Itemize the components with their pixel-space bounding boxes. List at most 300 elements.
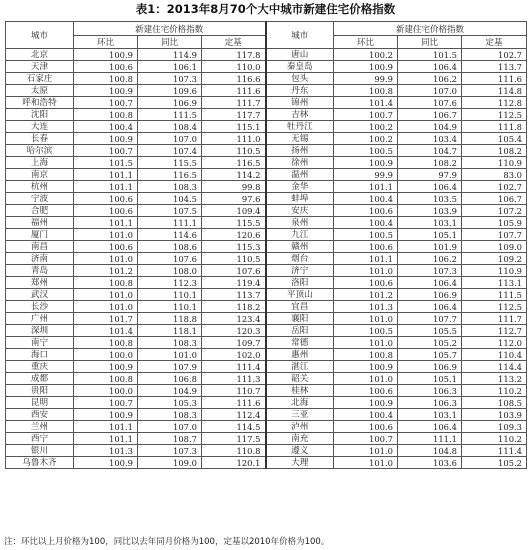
table-row — [6, 301, 527, 313]
left-yoy-cell: 107.0 — [138, 421, 202, 433]
table-row — [6, 157, 527, 169]
left-base-cell: 120.6 — [202, 229, 266, 241]
left-city-cell: 南京 — [6, 169, 74, 181]
right-yoy-cell: 103.9 — [398, 205, 462, 217]
price-index-table — [5, 21, 527, 469]
left-mom-cell: 100.7 — [74, 145, 138, 157]
left-mom-cell: 100.8 — [74, 73, 138, 85]
right-city-cell: 岳阳 — [266, 325, 334, 337]
right-yoy-cell: 105.5 — [398, 325, 462, 337]
left-mom-cell: 100.0 — [74, 385, 138, 397]
left-city-cell: 厦门 — [6, 229, 74, 241]
left-base-cell: 111.4 — [202, 361, 266, 373]
right-base-cell: 108.5 — [462, 397, 527, 409]
left-mom-cell: 100.8 — [74, 109, 138, 121]
left-mom-cell: 100.9 — [74, 361, 138, 373]
left-city-cell: 沈阳 — [6, 109, 74, 121]
left-base-cell: 115.3 — [202, 241, 266, 253]
right-yoy-cell: 101.5 — [398, 49, 462, 61]
left-base-cell: 117.7 — [202, 109, 266, 121]
table-row — [6, 217, 527, 229]
right-yoy-cell: 106.7 — [398, 109, 462, 121]
right-city-cell: 襄阳 — [266, 313, 334, 325]
left-city-cell: 重庆 — [6, 361, 74, 373]
left-city-cell: 呼和浩特 — [6, 97, 74, 109]
left-mom-cell: 100.8 — [74, 277, 138, 289]
left-yoy-cell: 111.5 — [138, 109, 202, 121]
table-row — [6, 145, 527, 157]
right-yoy-cell: 103.1 — [398, 409, 462, 421]
left-yoy-cell: 108.6 — [138, 241, 202, 253]
left-yoy-cell: 108.3 — [138, 181, 202, 193]
right-city-cell: 韶关 — [266, 373, 334, 385]
left-base-cell: 119.4 — [202, 277, 266, 289]
left-city-cell: 宁波 — [6, 193, 74, 205]
left-base-cell: 110.5 — [202, 145, 266, 157]
left-base-cell: 109.7 — [202, 337, 266, 349]
left-city-cell: 西宁 — [6, 433, 74, 445]
right-mom-cell: 100.5 — [334, 325, 398, 337]
left-yoy-cell: 111.1 — [138, 217, 202, 229]
right-base-cell: 114.4 — [462, 361, 527, 373]
right-yoy-cell: 103.4 — [398, 133, 462, 145]
table-title: 表1：2013年8月70个大中城市新建住宅价格指数 — [135, 2, 396, 16]
right-mom-cell: 100.4 — [334, 193, 398, 205]
table-row — [6, 397, 527, 409]
right-city-cell: 湛江 — [266, 361, 334, 373]
right-city-cell: 平顶山 — [266, 289, 334, 301]
right-yoy-cell: 107.0 — [398, 85, 462, 97]
right-mom-cell: 100.7 — [334, 109, 398, 121]
left-mom-cell: 100.9 — [74, 49, 138, 61]
right-mom-cell: 100.2 — [334, 49, 398, 61]
header-mom-left: 环比 — [74, 36, 138, 49]
left-city-cell: 上海 — [6, 157, 74, 169]
right-base-cell: 102.7 — [462, 49, 527, 61]
right-base-cell: 105.9 — [462, 217, 527, 229]
right-city-cell: 包头 — [266, 73, 334, 85]
right-mom-cell: 100.9 — [334, 157, 398, 169]
left-base-cell: 120.3 — [202, 325, 266, 337]
right-yoy-cell: 101.9 — [398, 241, 462, 253]
right-mom-cell: 101.1 — [334, 253, 398, 265]
right-mom-cell: 100.6 — [334, 385, 398, 397]
left-mom-cell: 101.5 — [74, 157, 138, 169]
right-base-cell: 111.8 — [462, 121, 527, 133]
right-base-cell: 112.7 — [462, 325, 527, 337]
right-mom-cell: 101.0 — [334, 337, 398, 349]
header-city-right: 城市 — [266, 22, 334, 49]
left-yoy-cell: 107.3 — [138, 73, 202, 85]
left-yoy-cell: 108.7 — [138, 433, 202, 445]
left-city-cell: 贵阳 — [6, 385, 74, 397]
right-base-cell: 109.3 — [462, 421, 527, 433]
right-yoy-cell: 106.4 — [398, 61, 462, 73]
left-yoy-cell: 105.3 — [138, 397, 202, 409]
left-mom-cell: 100.9 — [74, 409, 138, 421]
right-city-cell: 泸州 — [266, 421, 334, 433]
right-yoy-cell: 107.6 — [398, 97, 462, 109]
left-yoy-cell: 107.6 — [138, 253, 202, 265]
right-mom-cell: 100.9 — [334, 361, 398, 373]
right-city-cell: 金华 — [266, 181, 334, 193]
right-city-cell: 烟台 — [266, 253, 334, 265]
table-row — [6, 49, 527, 61]
left-yoy-cell: 106.1 — [138, 61, 202, 73]
right-base-cell: 113.2 — [462, 373, 527, 385]
left-base-cell: 111.3 — [202, 373, 266, 385]
right-mom-cell: 101.0 — [334, 457, 398, 469]
right-mom-cell: 100.4 — [334, 217, 398, 229]
right-yoy-cell: 104.7 — [398, 145, 462, 157]
right-yoy-cell: 106.3 — [398, 397, 462, 409]
left-city-cell: 石家庄 — [6, 73, 74, 85]
left-mom-cell: 100.6 — [74, 193, 138, 205]
left-mom-cell: 101.1 — [74, 217, 138, 229]
left-city-cell: 银川 — [6, 445, 74, 457]
right-mom-cell: 100.5 — [334, 229, 398, 241]
right-city-cell: 吉林 — [266, 109, 334, 121]
right-city-cell: 南充 — [266, 433, 334, 445]
table-row — [6, 205, 527, 217]
left-mom-cell: 100.9 — [74, 457, 138, 469]
left-city-cell: 太原 — [6, 85, 74, 97]
left-city-cell: 深圳 — [6, 325, 74, 337]
left-yoy-cell: 104.9 — [138, 385, 202, 397]
right-mom-cell: 99.9 — [334, 73, 398, 85]
right-base-cell: 111.5 — [462, 289, 527, 301]
right-city-cell: 洛阳 — [266, 277, 334, 289]
left-yoy-cell: 108.0 — [138, 265, 202, 277]
right-yoy-cell: 105.1 — [398, 229, 462, 241]
left-city-cell: 杭州 — [6, 181, 74, 193]
right-yoy-cell: 106.9 — [398, 289, 462, 301]
left-yoy-cell: 118.1 — [138, 325, 202, 337]
left-yoy-cell: 107.5 — [138, 205, 202, 217]
left-city-cell: 长沙 — [6, 301, 74, 313]
right-city-cell: 扬州 — [266, 145, 334, 157]
left-mom-cell: 101.0 — [74, 229, 138, 241]
left-base-cell: 111.0 — [202, 133, 266, 145]
right-city-cell: 徐州 — [266, 157, 334, 169]
left-base-cell: 102.0 — [202, 349, 266, 361]
right-city-cell: 遵义 — [266, 445, 334, 457]
table-row — [6, 361, 527, 373]
right-mom-cell: 101.1 — [334, 181, 398, 193]
right-yoy-cell: 106.2 — [398, 253, 462, 265]
right-city-cell: 大理 — [266, 457, 334, 469]
right-yoy-cell: 106.4 — [398, 277, 462, 289]
left-yoy-cell: 108.3 — [138, 409, 202, 421]
table-row — [6, 85, 527, 97]
right-city-cell: 无锡 — [266, 133, 334, 145]
left-city-cell: 济南 — [6, 253, 74, 265]
left-yoy-cell: 112.3 — [138, 277, 202, 289]
table-row — [6, 133, 527, 145]
right-base-cell: 113.1 — [462, 277, 527, 289]
right-yoy-cell: 106.4 — [398, 301, 462, 313]
left-mom-cell: 101.0 — [74, 289, 138, 301]
right-city-cell: 温州 — [266, 169, 334, 181]
right-city-cell: 泉州 — [266, 217, 334, 229]
right-yoy-cell: 104.9 — [398, 121, 462, 133]
left-city-cell: 广州 — [6, 313, 74, 325]
left-yoy-cell: 104.5 — [138, 193, 202, 205]
left-mom-cell: 100.8 — [74, 373, 138, 385]
left-base-cell: 115.1 — [202, 121, 266, 133]
left-mom-cell: 101.0 — [74, 301, 138, 313]
right-yoy-cell: 105.7 — [398, 349, 462, 361]
left-mom-cell: 101.1 — [74, 169, 138, 181]
right-yoy-cell: 108.2 — [398, 157, 462, 169]
right-city-cell: 惠州 — [266, 349, 334, 361]
right-city-cell: 宜昌 — [266, 301, 334, 313]
left-base-cell: 110.7 — [202, 385, 266, 397]
right-base-cell: 112.5 — [462, 109, 527, 121]
left-mom-cell: 101.0 — [74, 253, 138, 265]
left-city-cell: 南昌 — [6, 241, 74, 253]
left-yoy-cell: 109.6 — [138, 85, 202, 97]
table-row — [6, 265, 527, 277]
header-index-group-right: 新建住宅价格指数 — [334, 22, 527, 36]
right-base-cell: 102.7 — [462, 181, 527, 193]
left-mom-cell: 100.0 — [74, 349, 138, 361]
right-base-cell: 110.4 — [462, 349, 527, 361]
left-yoy-cell: 114.6 — [138, 229, 202, 241]
left-yoy-cell: 110.1 — [138, 289, 202, 301]
left-city-cell: 郑州 — [6, 277, 74, 289]
right-mom-cell: 100.6 — [334, 241, 398, 253]
right-mom-cell: 100.2 — [334, 133, 398, 145]
right-mom-cell: 100.6 — [334, 421, 398, 433]
left-mom-cell: 101.1 — [74, 433, 138, 445]
right-base-cell: 106.7 — [462, 193, 527, 205]
left-mom-cell: 100.9 — [74, 133, 138, 145]
right-yoy-cell: 97.9 — [398, 169, 462, 181]
right-mom-cell: 99.9 — [334, 169, 398, 181]
header-city-left: 城市 — [6, 22, 74, 49]
left-yoy-cell: 108.3 — [138, 337, 202, 349]
left-base-cell: 110.8 — [202, 445, 266, 457]
right-yoy-cell: 106.9 — [398, 361, 462, 373]
left-base-cell: 112.4 — [202, 409, 266, 421]
left-mom-cell: 101.7 — [74, 313, 138, 325]
left-mom-cell: 100.7 — [74, 397, 138, 409]
table-row — [6, 385, 527, 397]
left-base-cell: 111.6 — [202, 397, 266, 409]
table-row — [6, 325, 527, 337]
left-base-cell: 109.4 — [202, 205, 266, 217]
left-city-cell: 长春 — [6, 133, 74, 145]
right-mom-cell: 100.8 — [334, 85, 398, 97]
table-row — [6, 457, 527, 469]
right-yoy-cell: 105.1 — [398, 373, 462, 385]
table-row — [6, 433, 527, 445]
table-row — [6, 241, 527, 253]
right-base-cell: 111.7 — [462, 313, 527, 325]
table-row — [6, 253, 527, 265]
left-yoy-cell: 101.0 — [138, 349, 202, 361]
table-row — [6, 193, 527, 205]
left-mom-cell: 100.4 — [74, 121, 138, 133]
right-yoy-cell: 103.5 — [398, 193, 462, 205]
right-yoy-cell: 105.2 — [398, 337, 462, 349]
right-base-cell: 112.0 — [462, 337, 527, 349]
right-mom-cell: 100.7 — [334, 433, 398, 445]
left-mom-cell: 100.6 — [74, 241, 138, 253]
left-base-cell: 118.2 — [202, 301, 266, 313]
left-city-cell: 哈尔滨 — [6, 145, 74, 157]
right-city-cell: 济宁 — [266, 265, 334, 277]
right-base-cell: 110.9 — [462, 157, 527, 169]
left-city-cell: 福州 — [6, 217, 74, 229]
table-row — [6, 61, 527, 73]
table-row — [6, 109, 527, 121]
left-city-cell: 乌鲁木齐 — [6, 457, 74, 469]
right-base-cell: 112.5 — [462, 301, 527, 313]
right-mom-cell: 100.6 — [334, 277, 398, 289]
right-base-cell: 109.0 — [462, 241, 527, 253]
right-yoy-cell: 104.8 — [398, 445, 462, 457]
right-base-cell: 114.8 — [462, 85, 527, 97]
header-base-right: 定基 — [462, 36, 527, 49]
left-yoy-cell: 106.9 — [138, 97, 202, 109]
left-base-cell: 99.8 — [202, 181, 266, 193]
left-city-cell: 青岛 — [6, 265, 74, 277]
table-row — [6, 97, 527, 109]
header-base-left: 定基 — [202, 36, 266, 49]
table-row — [6, 73, 527, 85]
left-mom-cell: 100.7 — [74, 97, 138, 109]
table-row — [6, 169, 527, 181]
left-yoy-cell: 116.5 — [138, 169, 202, 181]
right-city-cell: 桂林 — [266, 385, 334, 397]
left-city-cell: 昆明 — [6, 397, 74, 409]
right-mom-cell: 101.4 — [334, 97, 398, 109]
left-base-cell: 113.7 — [202, 289, 266, 301]
table-row — [6, 337, 527, 349]
table-row — [6, 373, 527, 385]
left-base-cell: 111.7 — [202, 97, 266, 109]
right-yoy-cell: 106.4 — [398, 181, 462, 193]
right-yoy-cell: 103.1 — [398, 217, 462, 229]
table-row — [6, 121, 527, 133]
right-base-cell: 105.2 — [462, 457, 527, 469]
left-base-cell: 117.8 — [202, 49, 266, 61]
right-base-cell: 105.4 — [462, 133, 527, 145]
left-base-cell: 110.0 — [202, 61, 266, 73]
left-mom-cell: 100.8 — [74, 337, 138, 349]
left-yoy-cell: 107.0 — [138, 133, 202, 145]
left-base-cell: 116.6 — [202, 73, 266, 85]
right-yoy-cell: 106.3 — [398, 385, 462, 397]
left-base-cell: 97.6 — [202, 193, 266, 205]
left-base-cell: 110.5 — [202, 253, 266, 265]
left-base-cell: 123.4 — [202, 313, 266, 325]
left-city-cell: 天津 — [6, 61, 74, 73]
table-row — [6, 313, 527, 325]
right-mom-cell: 101.0 — [334, 373, 398, 385]
right-base-cell: 110.2 — [462, 433, 527, 445]
right-base-cell: 107.7 — [462, 229, 527, 241]
left-yoy-cell: 107.9 — [138, 361, 202, 373]
right-mom-cell: 100.6 — [334, 205, 398, 217]
right-mom-cell: 101.0 — [334, 265, 398, 277]
right-mom-cell: 100.2 — [334, 121, 398, 133]
right-city-cell: 安庆 — [266, 205, 334, 217]
right-city-cell: 蚌埠 — [266, 193, 334, 205]
right-mom-cell: 100.9 — [334, 61, 398, 73]
left-city-cell: 北京 — [6, 49, 74, 61]
right-mom-cell: 101.2 — [334, 289, 398, 301]
left-yoy-cell: 108.4 — [138, 121, 202, 133]
right-mom-cell: 101.3 — [334, 301, 398, 313]
left-mom-cell: 101.1 — [74, 181, 138, 193]
right-city-cell: 秦皇岛 — [266, 61, 334, 73]
left-mom-cell: 101.3 — [74, 445, 138, 457]
table-row — [6, 445, 527, 457]
left-base-cell: 114.2 — [202, 169, 266, 181]
table-row — [6, 229, 527, 241]
right-base-cell: 108.2 — [462, 145, 527, 157]
right-base-cell: 111.6 — [462, 73, 527, 85]
right-base-cell: 83.0 — [462, 169, 527, 181]
right-mom-cell: 101.0 — [334, 313, 398, 325]
right-city-cell: 牡丹江 — [266, 121, 334, 133]
right-mom-cell: 101.0 — [334, 445, 398, 457]
left-base-cell: 116.5 — [202, 157, 266, 169]
left-city-cell: 南宁 — [6, 337, 74, 349]
right-city-cell: 北海 — [266, 397, 334, 409]
footnote: 注：环比以上月价格为100，同比以去年同月价格为100，定基以2010年价格为100。 — [4, 537, 330, 547]
header-mom-right: 环比 — [334, 36, 398, 49]
right-city-cell: 丹东 — [266, 85, 334, 97]
right-yoy-cell: 106.4 — [398, 421, 462, 433]
left-yoy-cell: 110.1 — [138, 301, 202, 313]
right-city-cell: 唐山 — [266, 49, 334, 61]
header-yoy-left: 同比 — [138, 36, 202, 49]
left-yoy-cell: 114.9 — [138, 49, 202, 61]
table-row — [6, 277, 527, 289]
header-yoy-right: 同比 — [398, 36, 462, 49]
right-mom-cell: 100.9 — [334, 397, 398, 409]
left-yoy-cell: 109.0 — [138, 457, 202, 469]
left-city-cell: 成都 — [6, 373, 74, 385]
left-yoy-cell: 107.3 — [138, 445, 202, 457]
right-city-cell: 常德 — [266, 337, 334, 349]
right-base-cell: 107.2 — [462, 205, 527, 217]
left-base-cell: 111.6 — [202, 85, 266, 97]
table-row — [6, 409, 527, 421]
right-city-cell: 锦州 — [266, 97, 334, 109]
right-base-cell: 110.9 — [462, 265, 527, 277]
right-mom-cell: 100.5 — [334, 145, 398, 157]
table-row — [6, 421, 527, 433]
right-base-cell: 113.7 — [462, 61, 527, 73]
left-yoy-cell: 118.8 — [138, 313, 202, 325]
right-yoy-cell: 111.1 — [398, 433, 462, 445]
table-row — [6, 181, 527, 193]
right-yoy-cell: 107.7 — [398, 313, 462, 325]
right-city-cell: 赣州 — [266, 241, 334, 253]
right-mom-cell: 100.4 — [334, 409, 398, 421]
table-row — [6, 349, 527, 361]
left-base-cell: 115.5 — [202, 217, 266, 229]
left-base-cell: 117.5 — [202, 433, 266, 445]
left-yoy-cell: 115.5 — [138, 157, 202, 169]
left-mom-cell: 101.4 — [74, 325, 138, 337]
right-base-cell: 109.2 — [462, 253, 527, 265]
